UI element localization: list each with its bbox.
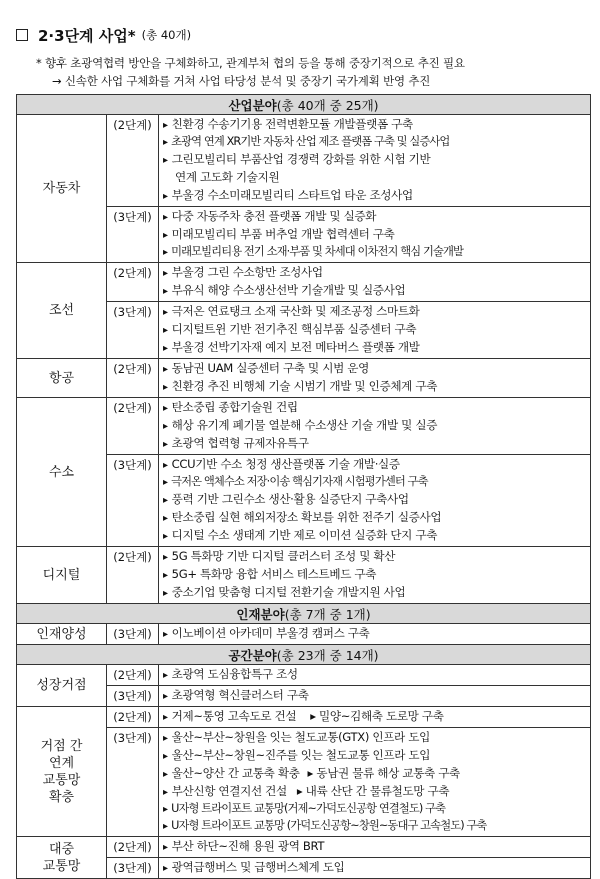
list-item: ▸ 풍력 기반 그린수소 생산·활용 실증단지 구축사업 (163, 491, 590, 509)
stage-cell: (2단계) (107, 115, 159, 207)
table-row (17, 547, 591, 604)
list-item: ▸ 초광역 연계 XR기반 자동차 산업 제조 플랫폼 구축 및 실증사업 (163, 134, 590, 151)
stage-cell: (3단계) (107, 686, 159, 707)
items-cell (159, 707, 591, 728)
list-item: ▸ 동남권 UAM 실증센터 구축 및 시범 운영 (163, 360, 590, 378)
checkbox-icon (16, 29, 28, 41)
section-label: 공간분야 (228, 647, 277, 663)
list-item-text: 부산신항 연결지선 건설 (171, 784, 287, 798)
list-item: ▸ 중소기업 맞춤형 디지털 전환기술 개발지원 사업 (163, 584, 590, 602)
category-cell (17, 837, 107, 879)
bullet-icon: ▸ (307, 766, 317, 780)
list-item-text: 밀양~김해축 도로망 구축 (319, 709, 444, 723)
stage-cell: (2단계) (107, 263, 159, 302)
list-item: ▸ 광역급행버스 및 급행버스체계 도입 (163, 859, 590, 877)
category-cell: 인재양성 (17, 624, 107, 645)
note-line-1: * 향후 초광역협력 방안을 구체화하고, 관계부처 협의 등을 통해 중장기적으로 추진 필요 (36, 56, 465, 70)
stage-cell: (3단계) (107, 302, 159, 359)
list-item: ▸ 부산 하단~진해 용원 광역 BRT (163, 838, 590, 856)
stage-cell: (3단계) (107, 858, 159, 879)
items-cell (159, 686, 591, 707)
category-cell: 수소 (17, 398, 107, 547)
section-label: 산업분야 (228, 97, 277, 113)
table-row (17, 398, 591, 455)
list-item-text: 동남권 물류 해상 교통축 구축 (316, 766, 460, 780)
stage-cell: (2단계) (107, 398, 159, 455)
list-item: ▸ U자형 트라이포트 교통망(거제~가덕도신공항 연결철도) 구축 (163, 801, 590, 818)
stage-cell: (3단계) (107, 207, 159, 263)
list-item: ▸ 울산~부산~창원을 잇는 철도교통(GTX) 인프라 도입 (163, 729, 590, 747)
table-row (17, 665, 591, 686)
stage-cell: (3단계) (107, 624, 159, 645)
note-line-2: → 신속한 사업 구체화를 거쳐 사업 타당성 분석 및 중장기 국가계획 반영 추진 (52, 74, 431, 88)
table-row (17, 837, 591, 858)
items-cell (159, 665, 591, 686)
items-cell (159, 455, 591, 547)
list-item: ▸ CCU기반 수소 청정 생산플랫폼 기술 개발·실증 (163, 456, 590, 474)
list-item: ▸ 그린모빌리티 부품산업 경쟁력 강화를 위한 시험 기반 (163, 151, 590, 169)
items-cell (159, 624, 591, 645)
list-item: ▸ 다중 자동주차 충전 플랫폼 개발 및 실증화 (163, 208, 590, 226)
category-line: 거점 간 (40, 738, 83, 754)
items-cell (159, 359, 591, 398)
heading-count: (총 40개) (141, 28, 192, 42)
list-item: ▸ U자형 트라이포트 교통망 (가덕도신공항~창원~동대구 고속철도) 구축 (163, 818, 590, 835)
heading-title: 2·3단계 사업* (38, 26, 136, 45)
items-cell (159, 858, 591, 879)
list-item: ▸ 미래모빌리티 부품 버추얼 개발 협력센터 구축 (163, 226, 590, 244)
stage-cell: (3단계) (107, 728, 159, 837)
category-line: 확충 (48, 789, 75, 805)
table-row (17, 263, 591, 302)
items-cell (159, 302, 591, 359)
list-item: ▸ 미래모빌리티용 전기 소재·부품 및 차세대 이차전지 핵심 기술개발 (163, 244, 590, 261)
list-item: ▸ 극저온 액체수소 저장·이송 핵심기자재 시험평가센터 구축 (163, 474, 590, 491)
list-item: ▸ 해상 유기계 폐기물 열분해 수소생산 기술 개발 및 실증 (163, 417, 590, 435)
stage-cell: (2단계) (107, 665, 159, 686)
table-row (17, 115, 591, 207)
items-cell (159, 398, 591, 455)
section-count: (총 40개 중 25개) (276, 97, 379, 113)
list-item-text: 내륙 산단 간 물류철도망 구축 (305, 784, 450, 798)
list-item (163, 783, 590, 801)
section-talent (17, 604, 591, 624)
category-line: 연계 (48, 755, 75, 771)
list-item: ▸ 부울경 선박기자재 예지 보전 메타버스 플랫폼 개발 (163, 339, 590, 357)
section-label: 인재분야 (236, 606, 285, 622)
table-row (17, 624, 591, 645)
section-space (17, 645, 591, 665)
list-item: ▸ 탄소중립 실현 해외저장소 확보를 위한 전주기 실증사업 (163, 509, 590, 527)
list-item: ▸ 친환경 수송기기용 전력변환모듈 개발플랫폼 구축 (163, 116, 590, 134)
list-item: ▸ 친환경 추진 비행체 기술 시범기 개발 및 인증체계 구축 (163, 378, 590, 396)
items-cell (159, 207, 591, 263)
stage-cell: (2단계) (107, 837, 159, 858)
items-cell (159, 263, 591, 302)
section-industry (17, 95, 591, 115)
list-item (163, 708, 590, 726)
items-cell (159, 837, 591, 858)
items-cell (159, 115, 591, 207)
list-item: ▸ 초광역형 혁신클러스터 구축 (163, 687, 590, 705)
stage-cell: (2단계) (107, 707, 159, 728)
category-line: 교통망 (42, 772, 81, 788)
table-row (17, 707, 591, 728)
section-heading (16, 24, 191, 46)
category-cell: 항공 (17, 359, 107, 398)
list-item: ▸ 부유식 해양 수소생산선박 기술개발 및 실증사업 (163, 282, 590, 300)
project-table (16, 94, 591, 879)
list-item: ▸ 5G+ 특화망 융합 서비스 테스트베드 구축 (163, 566, 590, 584)
list-item: ▸ 디지털트윈 기반 전기추진 핵심부품 실증센터 구축 (163, 321, 590, 339)
list-item: ▸ 초광역 도심융합특구 조성 (163, 666, 590, 684)
list-item-text: 거제~통영 고속도로 건설 (171, 709, 297, 723)
list-item: ▸ 극저온 연료탱크 소재 국산화 및 제조공정 스마트화 (163, 303, 590, 321)
section-count: (총 7개 중 1개) (284, 606, 371, 622)
stage-cell: (2단계) (107, 359, 159, 398)
stage-cell: (3단계) (107, 455, 159, 547)
bullet-icon: ▸ (310, 709, 320, 723)
list-item: ▸ 이노베이션 아카데미 부울경 캠퍼스 구축 (163, 625, 590, 643)
category-cell: 자동차 (17, 115, 107, 263)
category-cell: 성장거점 (17, 665, 107, 707)
category-cell (17, 707, 107, 837)
list-item: 연계 고도화 기술지원 (175, 170, 280, 184)
items-cell (159, 547, 591, 604)
list-item-text: 울산~양산 간 교통축 확충 (171, 766, 300, 780)
table-row (17, 359, 591, 398)
list-item (163, 765, 590, 783)
category-line: 교통망 (42, 858, 81, 874)
items-cell (159, 728, 591, 837)
list-item: ▸ 탄소중립 종합기술원 건립 (163, 399, 590, 417)
list-item: ▸ 부울경 수소미래모빌리티 스타트업 타운 조성사업 (163, 187, 590, 205)
category-cell: 조선 (17, 263, 107, 359)
list-item: ▸ 초광역 협력형 규제자유특구 (163, 435, 590, 453)
list-item: ▸ 울산~부산~창원~진주를 잇는 철도교통 인프라 도입 (163, 747, 590, 765)
list-item: ▸ 부울경 그린 수소항만 조성사업 (163, 264, 590, 282)
category-cell: 디지털 (17, 547, 107, 604)
list-item: ▸ 5G 특화망 기반 디지털 클러스터 조성 및 확산 (163, 548, 590, 566)
section-count: (총 23개 중 14개) (276, 647, 379, 663)
stage-cell: (2단계) (107, 547, 159, 604)
list-item: ▸ 디지털 수소 생태계 기반 제로 이미션 실증화 단지 구축 (163, 527, 590, 545)
category-line: 대중 (48, 841, 75, 857)
bullet-icon: ▸ (296, 784, 306, 798)
